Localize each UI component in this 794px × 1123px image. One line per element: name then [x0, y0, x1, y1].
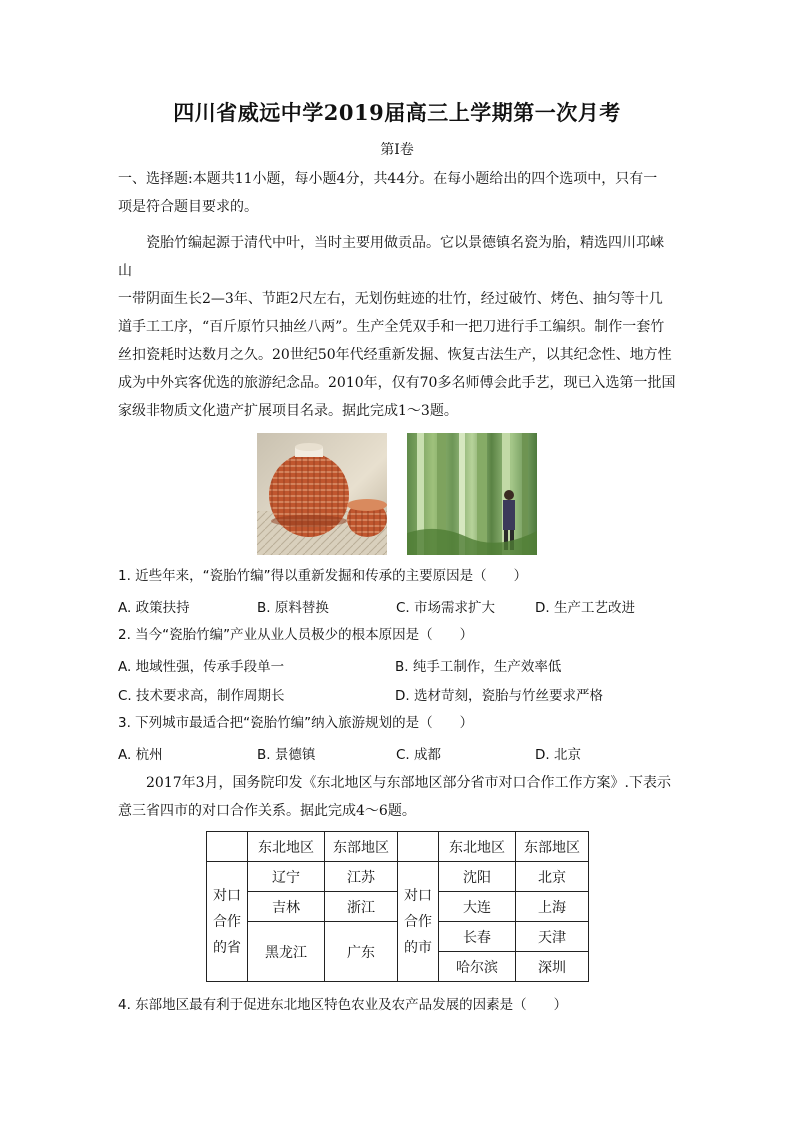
question-stem: 2. 当今“瓷胎竹编”产业从业人员极少的根本原因是（ ） [118, 627, 474, 643]
label-line: 对口 [404, 887, 432, 904]
question-stem: 3. 下列城市最适合把“瓷胎竹编”纳入旅游规划的是（ ） [118, 715, 474, 731]
province-row-label [207, 862, 248, 982]
table-row [207, 862, 589, 892]
label-line: 对口 [213, 887, 241, 904]
bamboo-illustration [407, 433, 537, 555]
bamboo-vase-photo [257, 433, 387, 555]
table-cell: 哈尔滨 [439, 952, 516, 982]
option-d[interactable]: D. 北京 [535, 747, 581, 763]
question-3 [118, 712, 676, 763]
table-header-cell: 东部地区 [516, 832, 589, 862]
passage-line: 丝扣瓷耗时达数月之久。20世纪50年代经重新发掘、恢复古法生产，以其纪念性、地方性 [118, 347, 672, 363]
table-cell: 大连 [439, 892, 516, 922]
table-cell: 上海 [516, 892, 589, 922]
section-intro-line: 一、选择题:本题共11小题，每小题4分，共44分。在每小题给出的四个选项中，只有一 [118, 171, 658, 187]
table-header-cell: 东北地区 [248, 832, 325, 862]
question-options [118, 655, 676, 675]
table-cell: 沈阳 [439, 862, 516, 892]
question-2 [118, 624, 676, 704]
passage-line: 道手工工序，“百斤原竹只抽丝八两”。生产全凭双手和一把刀进行手工编织。制作一套竹 [118, 319, 665, 335]
option-a[interactable]: A. 政策扶持 [118, 600, 190, 616]
passage-line: 成为中外宾客优选的旅游纪念品。2010年，仅有70多名师傅会此手艺，现已入选第一批国 [118, 375, 676, 391]
passage-line: 家级非物质文化遗产扩展项目名录。据此完成1～3题。 [118, 403, 458, 419]
table-cell: 吉林 [248, 892, 325, 922]
city-row-label [398, 862, 439, 982]
table-cell: 北京 [516, 862, 589, 892]
label-line: 的市 [404, 939, 432, 956]
passage-bamboo [118, 229, 676, 425]
volume-label: 第I卷 [380, 142, 414, 158]
option-b[interactable]: B. 原料替换 [257, 600, 329, 616]
passage-line: 意三省四市的对口合作关系。据此完成4～6题。 [118, 803, 416, 819]
table-cell: 辽宁 [248, 862, 325, 892]
option-c[interactable]: C. 市场需求扩大 [396, 600, 496, 616]
question-options [118, 684, 676, 704]
passage-cooperation [118, 769, 676, 825]
table-header-cell [398, 832, 439, 862]
option-c[interactable]: C. 技术要求高，制作周期长 [118, 688, 285, 704]
table-header-row [207, 832, 589, 862]
passage-line: 一带阴面生长2—3年、节距2尺左右，无划伤蛀迹的壮竹，经过破竹、烤色、抽匀等十几 [118, 291, 663, 307]
table-cell: 深圳 [516, 952, 589, 982]
page-title: 四川省威远中学2019届高三上学期第一次月考 [173, 100, 621, 125]
question-options [118, 743, 676, 763]
table-cell: 长春 [439, 922, 516, 952]
table-header-cell: 东北地区 [439, 832, 516, 862]
table-cell: 浙江 [325, 892, 398, 922]
bamboo-forest-photo [407, 433, 537, 555]
table-cell: 天津 [516, 922, 589, 952]
option-d[interactable]: D. 选材苛刻，瓷胎与竹丝要求严格 [395, 688, 603, 704]
question-1 [118, 565, 676, 616]
section-intro-line: 项是符合题目要求的。 [118, 199, 258, 215]
option-a[interactable]: A. 杭州 [118, 747, 163, 763]
question-stem: 1. 近些年来，“瓷胎竹编”得以重新发掘和传承的主要原因是（ ） [118, 568, 528, 584]
question-options [118, 596, 676, 616]
label-line: 合作 [404, 913, 432, 930]
table-cell: 广东 [325, 922, 398, 982]
table-header-cell: 东部地区 [325, 832, 398, 862]
question-4-stem: 4. 东部地区最有利于促进东北地区特色农业及农产品发展的因素是（ ） [118, 997, 568, 1013]
vase-illustration [257, 433, 387, 555]
table-cell: 江苏 [325, 862, 398, 892]
passage-line: 2017年3月，国务院印发《东北地区与东部地区部分省市对口合作工作方案》.下表示 [146, 775, 671, 791]
cooperation-table [206, 831, 589, 982]
option-a[interactable]: A. 地域性强，传承手段单一 [118, 659, 285, 675]
label-line: 的省 [213, 939, 241, 956]
option-b[interactable]: B. 景德镇 [257, 747, 316, 763]
passage-line: 瓷胎竹编起源于清代中叶，当时主要用做贡品。它以景德镇名瓷为胎，精选四川邛崃山 [118, 235, 664, 279]
option-b[interactable]: B. 纯手工制作，生产效率低 [395, 659, 562, 675]
table-header-cell [207, 832, 248, 862]
passage-images [118, 433, 676, 555]
section-intro [118, 165, 676, 221]
option-c[interactable]: C. 成都 [396, 747, 442, 763]
label-line: 合作 [213, 913, 241, 930]
option-d[interactable]: D. 生产工艺改进 [535, 600, 635, 616]
table-cell: 黑龙江 [248, 922, 325, 982]
